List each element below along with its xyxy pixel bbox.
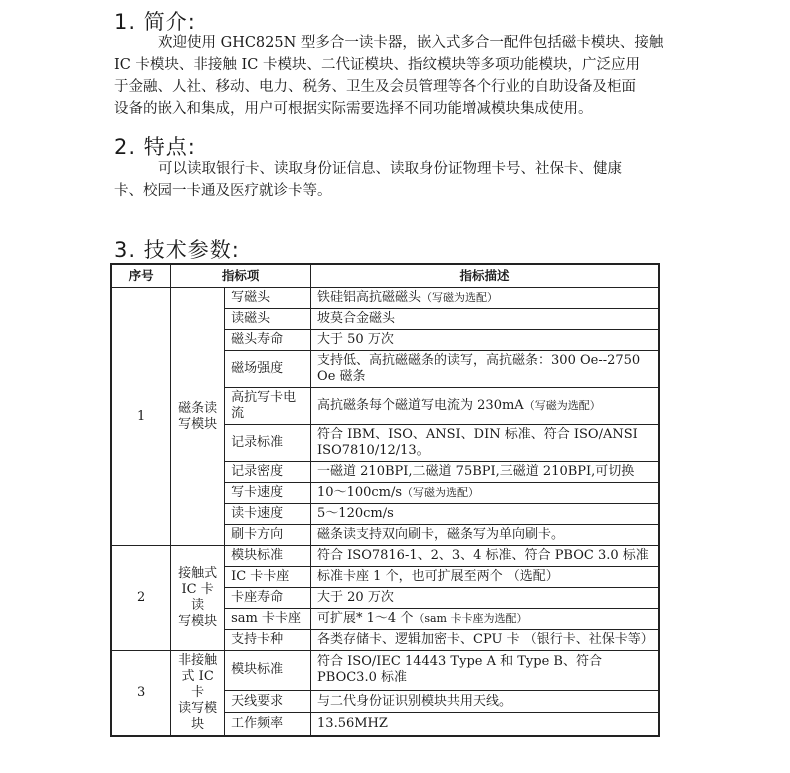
intro-line: 于金融、人社、移动、电力、税务、卫生及会员管理等各个行业的自助设备及柜面 (114, 79, 636, 95)
table-row (111, 288, 659, 309)
spec-item: sam 卡卡座 (225, 609, 311, 630)
spec-desc: 大于 20 万次 (311, 588, 659, 609)
header-no: 序号 (111, 264, 171, 288)
group-number: 2 (111, 546, 171, 651)
header-desc: 指标描述 (311, 264, 659, 288)
spec-item: 模块标准 (225, 546, 311, 567)
table-row (111, 651, 659, 691)
group-name-line: IC 卡读 (181, 582, 214, 613)
group-name-line: 读写模 (178, 701, 218, 716)
spec-desc: 支持低、高抗磁磁条的读写，高抗磁条：300 Oe--2750 Oe 磁条 (311, 351, 659, 388)
spec-note: （写磁为选配） (421, 291, 499, 304)
intro-line: IC 卡模块、非接触 IC 卡模块、二代证模块、指纹模块等多项功能模块，广泛应用 (114, 57, 640, 73)
spec-desc: 符合 IBM、ISO、ANSI、DIN 标准、符合 ISO/ANSI ISO7810/12/13。 (311, 425, 659, 462)
group-name-line: 接触式 (178, 566, 218, 581)
spec-desc (311, 483, 659, 504)
spec-desc: 与二代身份证识别模块共用天线。 (311, 690, 659, 713)
group-number: 1 (111, 288, 171, 546)
spec-desc: 标准卡座 1 个，也可扩展至两个 （选配） (311, 567, 659, 588)
spec-item: 写卡速度 (225, 483, 311, 504)
spec-desc-text: 可扩展* 1～4 个 (317, 611, 414, 626)
group-name (171, 651, 225, 737)
intro-line: 设备的嵌入和集成，用户可根据实际需要选择不同功能增减模块集成使用。 (114, 101, 593, 117)
group-name-line: 写模块 (178, 614, 218, 629)
group-name (171, 288, 225, 546)
spec-desc: 13.56MHZ (311, 713, 659, 736)
group-name-line: 式 IC 卡 (181, 669, 214, 700)
spec-desc: 符合 ISO7816-1、2、3、4 标准、符合 PBOC 3.0 标准 (311, 546, 659, 567)
table-header-row (111, 264, 659, 288)
group-name (171, 546, 225, 651)
features-line: 可以读取银行卡、读取身份证信息、读取身份证物理卡号、社保卡、健康 (158, 161, 622, 177)
section-heading-features: 2. 特点: (114, 135, 196, 159)
spec-desc: 各类存储卡、逻辑加密卡、CPU 卡 （银行卡、社保卡等） (311, 630, 659, 651)
intro-line: 欢迎使用 GHC825N 型多合一读卡器，嵌入式多合一配件包括磁卡模块、接触 (158, 35, 664, 51)
spec-desc-text: 铁硅铝高抗磁磁头 (317, 290, 422, 305)
spec-desc: 磁条读支持双向刷卡，磁条写为单向刷卡。 (311, 525, 659, 546)
section-heading-specs: 3. 技术参数: (114, 238, 240, 262)
spec-item: IC 卡卡座 (225, 567, 311, 588)
spec-desc (311, 388, 659, 425)
group-name-line: 块 (191, 717, 205, 732)
group-name-line: 写模块 (178, 416, 218, 432)
spec-item: 支持卡种 (225, 630, 311, 651)
spec-desc: 大于 50 万次 (311, 330, 659, 351)
spec-note: （写磁为选配） (523, 399, 601, 412)
spec-item: 工作频率 (225, 713, 311, 736)
section-heading-intro: 1. 简介: (114, 10, 196, 34)
spec-table (110, 263, 660, 737)
spec-note: （写磁为选配） (402, 486, 480, 499)
spec-desc: 一磁道 210BPI,二磁道 75BPI,三磁道 210BPI,可切换 (311, 462, 659, 483)
spec-item: 磁头寿命 (225, 330, 311, 351)
spec-item: 卡座寿命 (225, 588, 311, 609)
spec-item: 写磁头 (225, 288, 311, 309)
spec-item: 记录标准 (225, 425, 311, 462)
spec-desc (311, 609, 659, 630)
spec-desc-text: 10～100cm/s (317, 485, 403, 500)
features-line: 卡、校园一卡通及医疗就诊卡等。 (114, 183, 332, 199)
features-paragraph (114, 158, 674, 202)
group-number: 3 (111, 651, 171, 737)
spec-item: 读卡速度 (225, 504, 311, 525)
spec-item: 读磁头 (225, 309, 311, 330)
spec-item: 刷卡方向 (225, 525, 311, 546)
spec-item: 模块标准 (225, 651, 311, 691)
spec-note: （sam 卡卡座为选配） (413, 612, 528, 625)
spec-desc: 符合 ISO/IEC 14443 Type A 和 Type B、符合 PBOC3.0 标准 (311, 651, 659, 691)
spec-desc-text: 高抗磁条每个磁道写电流为 230mA (317, 398, 524, 413)
spec-item: 高抗写卡电流 (225, 388, 311, 425)
spec-desc (311, 288, 659, 309)
spec-desc: 5～120cm/s (311, 504, 659, 525)
spec-desc: 坡莫合金磁头 (311, 309, 659, 330)
group-name-line: 非接触 (178, 653, 218, 668)
spec-item: 天线要求 (225, 690, 311, 713)
table-row (111, 546, 659, 567)
spec-item: 记录密度 (225, 462, 311, 483)
intro-paragraph (114, 32, 674, 120)
header-item: 指标项 (171, 264, 311, 288)
spec-item: 磁场强度 (225, 351, 311, 388)
group-name-line: 磁条读 (178, 400, 218, 416)
